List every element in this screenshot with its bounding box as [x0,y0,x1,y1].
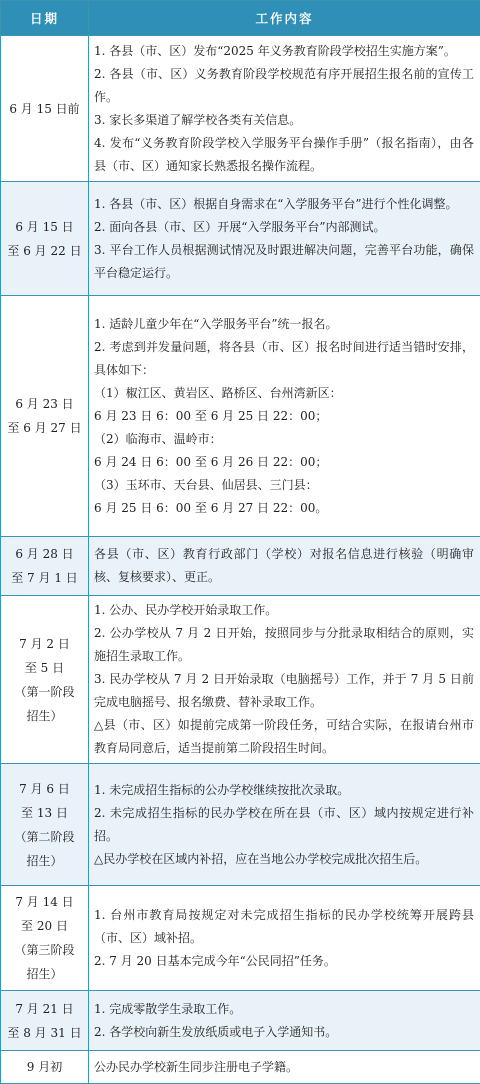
content-line: 6 月 25 日 6：00 至 6 月 27 日 22：00。 [94,497,474,520]
content-line: 1. 适龄儿童少年在“入学服务平台”统一报名。 [94,313,474,336]
date-line: 6 月 15 日 [3,215,86,239]
date-line: 7 月 6 日 [3,777,86,801]
date-cell [1,1051,89,1084]
date-line: （第一阶段 [3,680,86,704]
content-line: 2. 各县（市、区）义务教育阶段学校规范有序开展招生报名前的宣传工作。 [94,63,474,109]
date-line: 6 月 28 日 [3,542,86,566]
date-line: 至 6 月 22 日 [3,239,86,263]
content-cell [89,36,480,182]
date-line: （第三阶段 [3,938,86,962]
table-row [1,537,480,596]
date-line: 7 月 2 日 [3,632,86,656]
date-line: 7 月 14 日 [3,890,86,914]
date-cell [1,596,89,764]
date-line: 9 月初 [3,1055,86,1079]
content-line: 2. 考虑到并发量问题，将各县（市、区）报名时间进行适当错时安排，具体如下： [94,336,474,382]
table-row [1,36,480,182]
content-line: 1. 各县（市、区）根据自身需求在“入学服务平台”进行个性化调整。 [94,193,474,216]
date-line: （第二阶段 [3,825,86,849]
content-cell [89,764,480,886]
content-line: （1）椒江区、黄岩区、路桥区、台州湾新区： [94,382,474,405]
date-cell [1,36,89,182]
date-cell [1,296,89,537]
content-line: 3. 平台工作人员根据测试情况及时跟进解决问题，完善平台功能，确保平台稳定运行。 [94,239,474,285]
content-line: 1. 完成零散学生录取工作。 [94,998,474,1021]
date-line: 至 8 月 31 日 [3,1021,86,1045]
content-line: 2. 未完成招生指标的民办学校在所在县（市、区）域内按规定进行补招。 [94,802,474,848]
date-line: 招生） [3,849,86,873]
content-line: 3. 民办学校从 7 月 2 日开始录取（电脑摇号）工作，并于 7 月 5 日前完成电脑摇号、报名缴费、替补录取工作。 [94,668,474,714]
content-line: 6 月 24 日 6：00 至 6 月 26 日 22：00； [94,451,474,474]
date-line: 6 月 23 日 [3,392,86,416]
date-line: 至 20 日 [3,914,86,938]
content-cell [89,596,480,764]
content-line: 2. 面向各县（市、区）开展“入学服务平台”内部测试。 [94,216,474,239]
content-cell [89,182,480,296]
table-row [1,764,480,886]
content-line: 各县（市、区）教育行政部门（学校）对报名信息进行核验（明确审核、复核要求）、更正。 [94,543,474,589]
content-cell [89,886,480,991]
table-row [1,296,480,537]
content-line: △民办学校在区域内补招，应在当地公办学校完成批次招生后。 [94,848,474,871]
date-line: 招生） [3,704,86,728]
content-line: （3）玉环市、天台县、仙居县、三门县： [94,474,474,497]
date-line: 至 5 日 [3,656,86,680]
table-row [1,182,480,296]
table-row [1,596,480,764]
content-line: 1. 未完成招生指标的公办学校继续按批次录取。 [94,779,474,802]
content-line: 公办民办学校新生同步注册电子学籍。 [94,1056,474,1079]
table-header-row [1,1,480,36]
content-line: △县（市、区）如提前完成第一阶段任务，可结合实际，在报请台州市教育局同意后，适当提前第二阶段招生时间。 [94,714,474,760]
content-line: 3. 家长多渠道了解学校各类有关信息。 [94,109,474,132]
date-cell [1,537,89,596]
content-column-header: 工作内容 [89,1,480,36]
content-line: 2. 7 月 20 日基本完成今年“公民同招”任务。 [94,950,474,973]
content-line: （2）临海市、温岭市： [94,428,474,451]
date-line: 7 月 21 日 [3,997,86,1021]
content-line: 2. 各学校向新生发放纸质或电子入学通知书。 [94,1021,474,1044]
content-line: 6 月 23 日 6：00 至 6 月 25 日 22：00； [94,405,474,428]
table-row [1,1051,480,1084]
content-cell [89,991,480,1051]
content-cell [89,537,480,596]
content-cell [89,296,480,537]
content-line: 1. 各县（市、区）发布“2025 年义务教育阶段学校招生实施方案”。 [94,40,474,63]
date-line: 招生） [3,962,86,986]
date-line: 6 月 15 日前 [3,97,86,121]
date-cell [1,886,89,991]
date-line: 至 13 日 [3,801,86,825]
content-line: 4. 发布“义务教育阶段学校入学服务平台操作手册”（报名指南），由各县（市、区）通知家长熟悉报名操作流程。 [94,132,474,178]
date-cell [1,764,89,886]
date-column-header: 日期 [1,1,89,36]
table-row [1,886,480,991]
content-line: 1. 台州市教育局按规定对未完成招生指标的民办学校统筹开展跨县（市、区）域补招。 [94,904,474,950]
content-cell [89,1051,480,1084]
date-cell [1,991,89,1051]
table-row [1,991,480,1051]
date-line: 至 7 月 1 日 [3,566,86,590]
content-line: 2. 公办学校从 7 月 2 日开始，按照同步与分批录取相结合的原则，实施招生录取工作。 [94,622,474,668]
date-cell [1,182,89,296]
date-line: 至 6 月 27 日 [3,416,86,440]
content-line: 1. 公办、民办学校开始录取工作。 [94,599,474,622]
